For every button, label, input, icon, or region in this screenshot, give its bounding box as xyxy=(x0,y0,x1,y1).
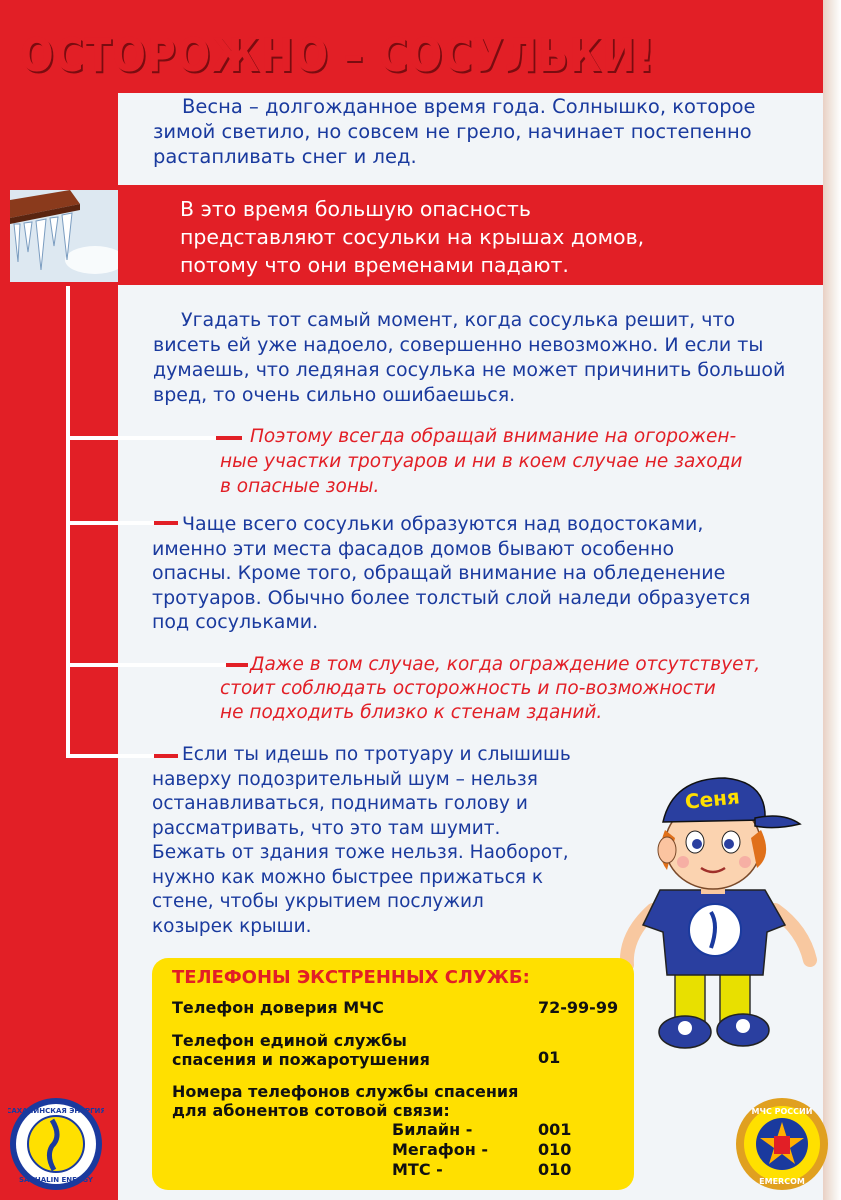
danger-line: потому что они временами падают. xyxy=(180,253,569,277)
danger-line: В это время большую опасность xyxy=(180,197,531,221)
boy-mascot-icon xyxy=(605,760,825,1060)
mchs-number: 72-99-99 xyxy=(538,998,619,1017)
operator-mts: МТС - xyxy=(392,1160,443,1179)
mobile-label-line2: для абонентов сотовой связи: xyxy=(172,1101,450,1120)
fenced-line: ные участки тротуаров и ни в коем случае не заходи xyxy=(220,451,743,472)
mobile-label-line1: Номера телефонов службы спасения xyxy=(172,1082,519,1101)
moment-paragraph xyxy=(153,308,813,408)
danger-line: представляют сосульки на крышах домов, xyxy=(180,225,645,249)
intro-paragraph xyxy=(153,94,793,169)
noise-line: наверху подозрительный шум – нельзя xyxy=(152,768,538,790)
page-edge xyxy=(823,0,841,1200)
noise-paragraph xyxy=(152,743,612,939)
tree-connector-branch xyxy=(66,663,226,667)
noise-line: нужно как можно быстрее прижаться к xyxy=(152,866,544,888)
drains-line: Чаще всего сосульки образуются над водостоками, xyxy=(182,513,704,535)
noise-line: стене, чтобы укрытием послужил xyxy=(152,891,484,912)
unified-label-line2: спасения и пожаротушения xyxy=(172,1050,430,1069)
intro-line: растапливать снег и лед. xyxy=(153,145,417,168)
intro-line: зимой светило, но совсем не грело, начинает постепенно xyxy=(153,120,752,143)
drains-line: опасны. Кроме того, обращай внимание на обледенение xyxy=(152,562,726,584)
mchs-text-bottom: EMERCOM xyxy=(759,1177,805,1186)
sakhalin-energy-logo xyxy=(8,1096,104,1192)
emergency-phones-box xyxy=(152,958,634,1190)
operator-beeline-number: 001 xyxy=(538,1120,572,1139)
moment-line: Угадать тот самый момент, когда сосулька решит, что xyxy=(181,309,736,331)
operator-megafon-number: 010 xyxy=(538,1140,572,1159)
danger-paragraph xyxy=(180,195,780,279)
roof-icicles-icon xyxy=(10,190,118,282)
fenced-line: в опасные зоны. xyxy=(220,476,380,497)
moment-line: думаешь, что ледяная сосулька не может причинить большой xyxy=(153,359,786,381)
drains-line: под сосульками. xyxy=(152,611,319,633)
mascot-senya xyxy=(605,760,825,1060)
drains-line: именно эти места фасадов домов бывают особенно xyxy=(152,537,675,560)
operator-mts-number: 010 xyxy=(538,1160,572,1179)
sakhalin-energy-emblem-icon xyxy=(8,1096,104,1192)
drains-line: тротуаров. Обычно более толстый слой наледи образуется xyxy=(152,586,751,609)
fenced-areas-paragraph xyxy=(220,424,810,499)
mchs-emblem-icon xyxy=(734,1096,830,1192)
noise-line: рассматривать, что это там шумит. xyxy=(152,817,501,839)
fenced-line: Поэтому всегда обращай внимание на огорожен- xyxy=(250,426,737,447)
intro-line: Весна – долгожданное время года. Солнышко, которое xyxy=(182,95,756,118)
noise-line: Бежать от здания тоже нельзя. Наоборот, xyxy=(152,842,569,863)
no-fence-line: стоит соблюдать осторожность и по-возможности xyxy=(220,678,716,699)
noise-line: Если ты идешь по тротуару и слышишь xyxy=(182,744,571,765)
tree-connector-branch xyxy=(66,436,216,440)
moment-line: висеть ей уже надоело, совершенно невозможно. И если ты xyxy=(153,334,764,356)
mchs-label: Телефон доверия МЧС xyxy=(172,998,384,1017)
no-fence-line: не подходить близко к стенам зданий. xyxy=(220,702,603,723)
operator-beeline: Билайн - xyxy=(392,1120,473,1139)
unified-number: 01 xyxy=(538,1048,561,1067)
tree-connector-branch xyxy=(66,521,154,525)
no-fence-paragraph xyxy=(220,653,820,725)
poster-title: ОСТОРОЖНО – СОСУЛЬКИ! xyxy=(20,28,656,82)
cap-text: Сеня xyxy=(683,784,741,814)
drains-paragraph xyxy=(152,512,812,635)
operator-megafon: Мегафон - xyxy=(392,1140,489,1159)
noise-line: останавливаться, поднимать голову и xyxy=(152,793,528,814)
noise-line: козырек крыши. xyxy=(152,915,312,937)
phones-title: ТЕЛЕФОНЫ ЭКСТРЕННЫХ СЛУЖБ: xyxy=(172,967,530,988)
logo-text-en: SAKHALIN ENERGY xyxy=(19,1176,93,1184)
roof-illustration xyxy=(10,190,118,282)
mchs-russia-logo xyxy=(734,1096,830,1192)
tree-connector-branch xyxy=(66,754,154,758)
moment-line: вред, то очень сильно ошибаешься. xyxy=(153,384,516,406)
no-fence-line: Даже в том случае, когда ограждение отсутствует, xyxy=(250,654,761,675)
logo-text-ru: САХАЛИНСКАЯ ЭНЕРГИЯ xyxy=(8,1107,104,1115)
unified-label-line1: Телефон единой службы xyxy=(172,1031,407,1050)
mchs-text-top: МЧС РОССИИ xyxy=(751,1107,813,1116)
